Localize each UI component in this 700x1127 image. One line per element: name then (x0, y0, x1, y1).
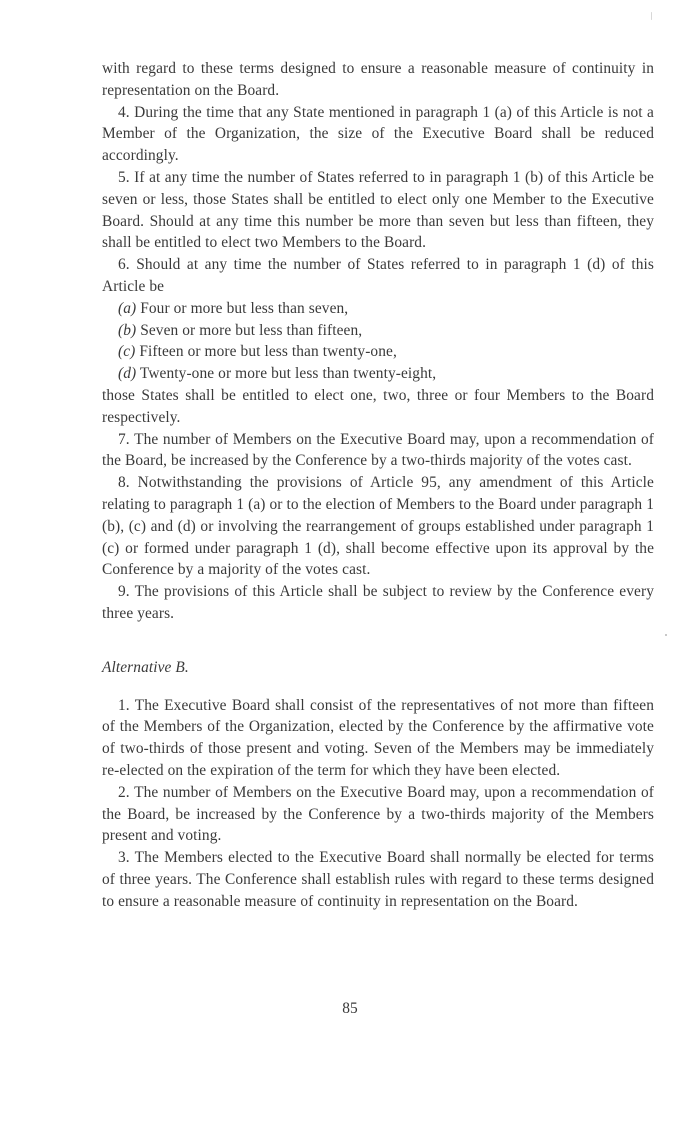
page-number: 85 (342, 1000, 358, 1017)
paragraph-4 (102, 102, 654, 167)
page-body (102, 58, 654, 912)
paragraph-5 (102, 167, 654, 254)
paragraph-4-text: 4. During the time that any State mentioned in paragraph 1 (a) of this Article is not a Member of the Organization, the size of the Executive Board shall be reduced accordingly. (102, 103, 654, 165)
list-item-text: Twenty-one or more but less than twenty-eight, (139, 365, 437, 383)
list-item-text: Seven or more but less than fifteen, (140, 321, 363, 339)
list-item (102, 363, 654, 385)
list-marker: (c) (118, 343, 136, 361)
paragraph-6-list (102, 298, 654, 385)
list-marker: (b) (118, 321, 137, 339)
alternative-b-paragraph-1: 1. The Executive Board shall consist of the representatives of not more than fifteen of the Members of the Organization, elected by the Conference by the affirmative vote of two-thirds of those present and voting. Seven of the Members may be immediately re-elected on the expiration of the term for which they have been elected. (102, 696, 654, 779)
list-marker: (d) (118, 365, 137, 383)
scan-speck (665, 634, 667, 636)
paragraph-8: 8. Notwithstanding the provisions of Article 95, any amendment of this Article relating to paragraph 1 (a) or to the election of Members to the Board under paragraph 1 (b), (c) and (d) or involving the rearrangement of groups established under paragraph 1 (c) or formed under paragraph 1 (d), shall become effective upon its approval by the Conference by a majority of the votes cast. (102, 474, 654, 579)
list-marker: (a) (118, 299, 137, 317)
paragraph-5-text: 5. If at any time the number of States referred to in paragraph 1 (b) of this Article be seven or less, those States shall be entitled to elect only one Member to the Executive Board. Should at any time this number be more than seven but less than fifteen, they shall be entitled to elect two Members to the Board. (102, 168, 654, 252)
alternative-b-paragraph-2: 2. The number of Members on the Executive Board may, upon a recommendation of the Board, be increased by the Conference by a two-thirds majority of the Members present and voting. (102, 783, 654, 845)
list-item (102, 320, 654, 342)
scan-speck (651, 12, 652, 20)
list-item-text: Four or more but less than seven, (140, 299, 349, 317)
list-item (102, 298, 654, 320)
list-item-text: Fifteen or more but less than twenty-one, (139, 343, 397, 361)
paragraph-6-intro: 6. Should at any time the number of States referred to in paragraph 1 (d) of this Article be (102, 256, 654, 295)
paragraph-7: 7. The number of Members on the Executive Board may, upon a recommendation of the Board, be increased by the Conference by a two-thirds majority of the votes cast. (102, 430, 654, 470)
paragraph-6-tail: those States shall be entitled to elect one, two, three or four Members to the Board respectively. (102, 386, 654, 426)
list-item (102, 341, 654, 363)
section-heading-alternative-b: Alternative B. (102, 658, 189, 676)
paragraph-continued: with regard to these terms designed to ensure a reasonable measure of continuity in representation on the Board. (102, 60, 654, 99)
alternative-b-paragraph-3: 3. The Members elected to the Executive Board shall normally be elected for terms of three years. The Conference shall establish rules with regard to these terms designed to ensure a reasonable measure of continuity in representation on the Board. (102, 849, 654, 910)
paragraph-9: 9. The provisions of this Article shall be subject to review by the Conference every three years. (102, 583, 654, 622)
